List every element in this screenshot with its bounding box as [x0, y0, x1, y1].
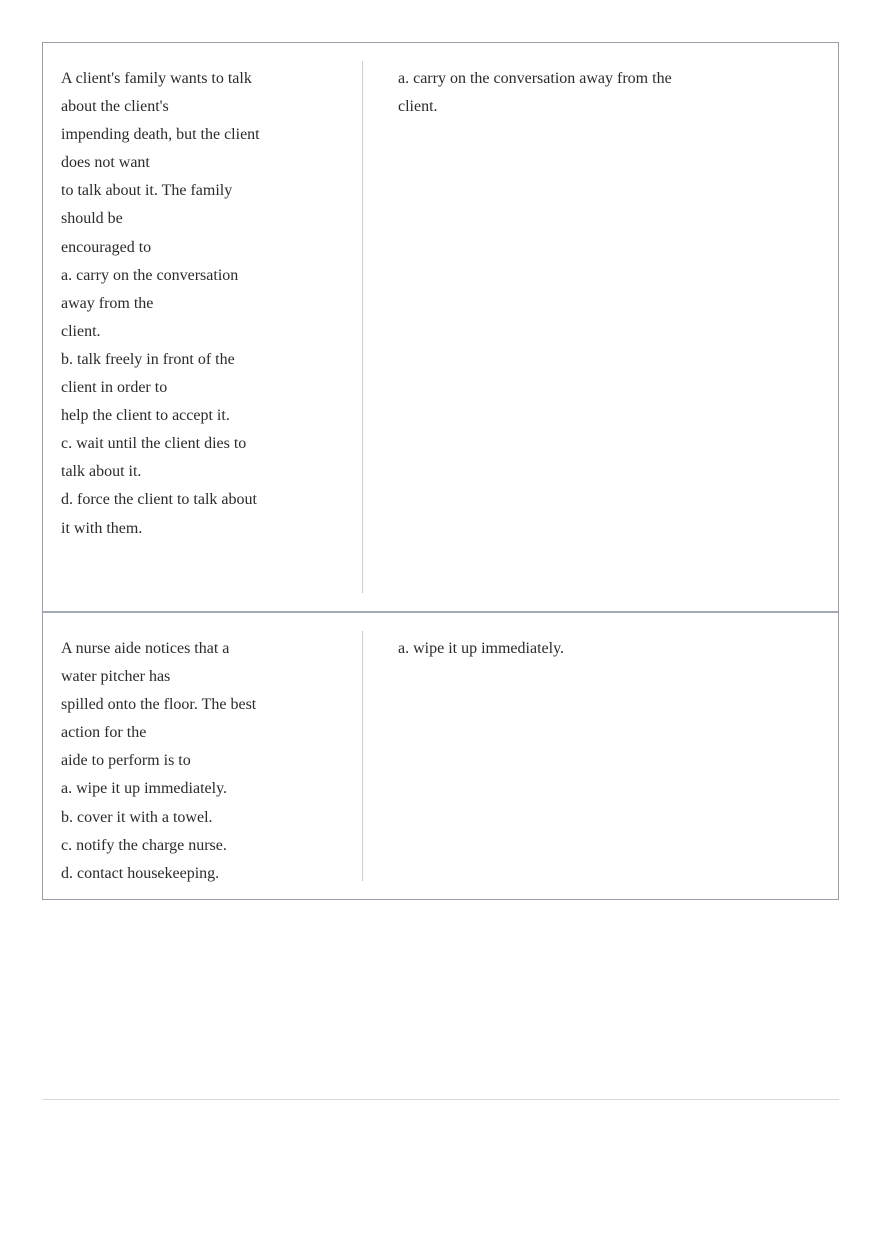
option-line: client. — [61, 322, 101, 340]
flashcard-list — [42, 42, 839, 900]
term-line: A nurse aide notices that a — [61, 640, 230, 657]
term-line: about the client's — [61, 98, 169, 116]
term-line: does not want — [61, 154, 150, 172]
option-line: client in order to — [61, 379, 168, 397]
term-line: encouraged to — [61, 238, 152, 256]
card-term — [61, 61, 363, 593]
option-line: d. force the client to talk about — [61, 491, 257, 509]
term-line: water pitcher has — [61, 668, 171, 686]
term-line: action for the — [61, 724, 147, 742]
option-line: a. carry on the conversation — [61, 266, 239, 284]
flashcard — [43, 611, 838, 899]
definition-line: client. — [398, 98, 438, 116]
term-line: to talk about it. The family — [61, 182, 233, 200]
footer-divider — [42, 1099, 839, 1100]
flashcard — [43, 43, 838, 611]
option-line: away from the — [61, 294, 154, 312]
definition-line: a. carry on the conversation away from the — [398, 70, 672, 87]
card-definition — [363, 613, 693, 899]
option-line: help the client to accept it. — [61, 407, 230, 425]
option-line: c. wait until the client dies to — [61, 435, 247, 453]
option-line: c. notify the charge nurse. — [61, 836, 227, 854]
term-line: impending death, but the client — [61, 126, 260, 144]
card-term — [61, 631, 363, 881]
term-line: spilled onto the floor. The best — [61, 696, 257, 714]
option-line: it with them. — [61, 519, 143, 537]
term-line: should be — [61, 210, 123, 228]
option-line: d. contact housekeeping. — [61, 864, 220, 882]
option-line: b. talk freely in front of the — [61, 350, 235, 368]
term-line: aide to perform is to — [61, 752, 191, 770]
card-definition — [363, 43, 693, 611]
option-line: b. cover it with a towel. — [61, 808, 213, 826]
definition-line: a. wipe it up immediately. — [398, 640, 565, 657]
option-line: talk about it. — [61, 463, 142, 481]
option-line: a. wipe it up immediately. — [61, 780, 228, 798]
term-line: A client's family wants to talk — [61, 70, 252, 87]
